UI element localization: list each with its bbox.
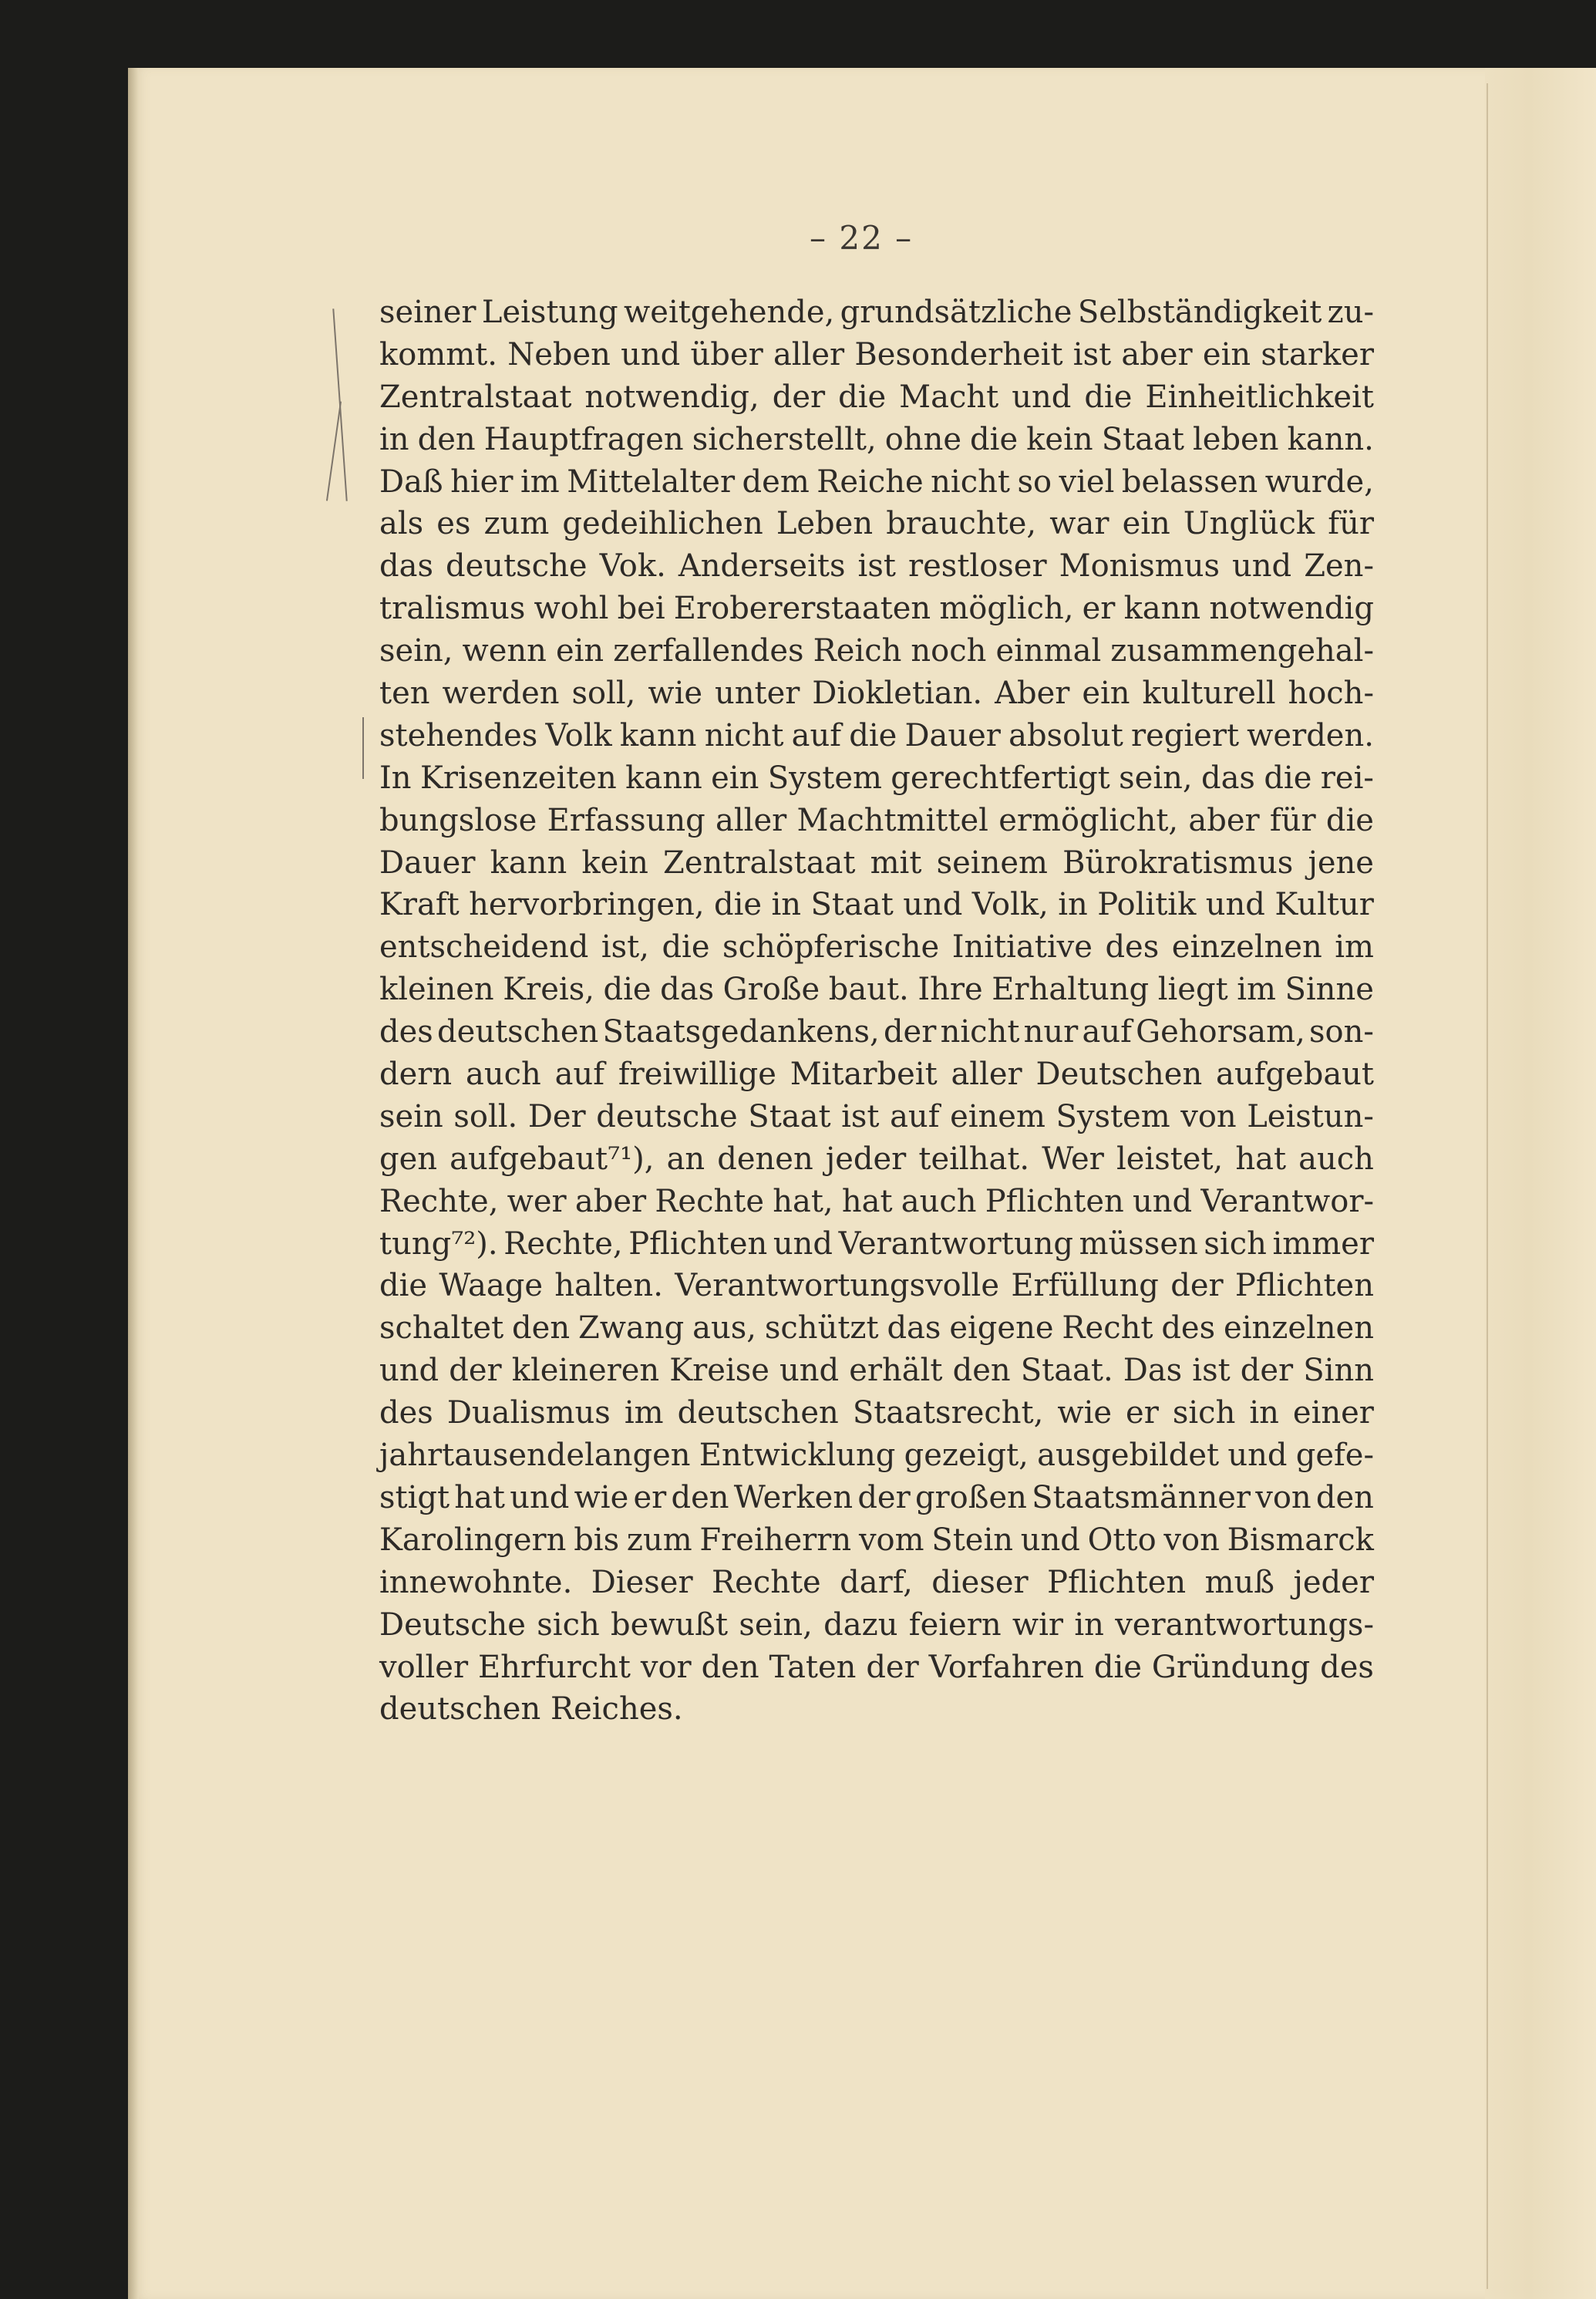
- text-line: Zentralstaat notwendig, der die Macht und die Einheitlichkeit: [379, 379, 1374, 415]
- text-line: Daß hier im Mittelalter dem Reiche nicht so viel belassen wurde,: [379, 464, 1374, 500]
- text-line: entscheidend ist, die schöpferische Initiative des einzelnen im: [379, 929, 1374, 966]
- text-line: tung⁷²). Rechte, Pflichten und Verantwortung müssen sich immer: [379, 1225, 1374, 1262]
- text-line: deutschen Reiches.: [379, 1691, 683, 1728]
- text-line: schaltet den Zwang aus, schützt das eigene Recht des einzelnen: [379, 1310, 1374, 1347]
- text-line: dern auch auf freiwillige Mitarbeit aller Deutschen aufgebaut: [379, 1057, 1374, 1093]
- text-line: sein, wenn ein zerfallendes Reich noch einmal zusammengehal-: [379, 633, 1374, 669]
- text-line: In Krisenzeiten kann ein System gerechtfertigt sein, das die rei-: [379, 760, 1374, 796]
- text-line: und der kleineren Kreise und erhält den Staat. Das ist der Sinn: [379, 1353, 1374, 1389]
- body-text: [379, 295, 1374, 1734]
- text-line: innewohnte. Dieser Rechte darf, dieser Pflichten muß jeder: [379, 1564, 1374, 1600]
- text-line: die Waage halten. Verantwortungsvolle Erfüllung der Pflichten: [379, 1268, 1374, 1304]
- gutter-fold-line: [1487, 83, 1488, 2289]
- text-line: jahrtausendelangen Entwicklung gezeigt, ausgebildet und gefe-: [379, 1438, 1374, 1474]
- text-line: in den Hauptfragen sicherstellt, ohne die kein Staat leben kann.: [379, 421, 1374, 457]
- text-line: als es zum gedeihlichen Leben brauchte, war ein Unglück für: [379, 506, 1374, 542]
- text-line: bungslose Erfassung aller Machtmittel ermöglicht, aber für die: [379, 802, 1374, 838]
- text-line: sein soll. Der deutsche Staat ist auf einem System von Leistun-: [379, 1098, 1374, 1134]
- text-line: Kraft hervorbringen, die in Staat und Volk, in Politik und Kultur: [379, 887, 1374, 923]
- text-line: Deutsche sich bewußt sein, dazu feiern wir in verantwortungs-: [379, 1606, 1374, 1643]
- text-line: das deutsche Vok. Anderseits ist restloser Monismus und Zen-: [379, 548, 1374, 585]
- text-line: voller Ehrfurcht vor den Taten der Vorfahren die Gründung des: [379, 1649, 1374, 1685]
- text-line: stehendes Volk kann nicht auf die Dauer absolut regiert werden.: [379, 717, 1374, 753]
- margin-pencil-mark-3: [362, 717, 364, 779]
- text-line: des Dualismus im deutschen Staatsrecht, wie er sich in einer: [379, 1395, 1374, 1431]
- text-line: des deutschen Staatsgedankens, der nicht nur auf Gehorsam, son-: [379, 1014, 1374, 1050]
- page-number: – 22 –: [810, 219, 914, 257]
- page-edge-shadow: [128, 68, 139, 2299]
- text-line: seiner Leistung weitgehende, grundsätzliche Selbständigkeit zu-: [379, 295, 1374, 330]
- text-line: tralismus wohl bei Erobererstaaten möglich, er kann notwendig: [379, 591, 1374, 627]
- page-gutter: [1485, 68, 1596, 2299]
- text-line: kommt. Neben und über aller Besonderheit ist aber ein starker: [379, 336, 1374, 372]
- text-line: Rechte, wer aber Rechte hat, hat auch Pflichten und Verantwor-: [379, 1183, 1374, 1219]
- text-line: kleinen Kreis, die das Große baut. Ihre Erhaltung liegt im Sinne: [379, 972, 1374, 1008]
- text-line: stigt hat und wie er den Werken der großen Staatsmänner von den: [379, 1479, 1374, 1515]
- text-line: Dauer kann kein Zentralstaat mit seinem Bürokratismus jene: [379, 844, 1374, 881]
- text-line: Karolingern bis zum Freiherrn vom Stein und Otto von Bismarck: [379, 1522, 1374, 1558]
- text-line: ten werden soll, wie unter Diokletian. Aber ein kulturell hoch-: [379, 676, 1374, 712]
- text-line: gen aufgebaut⁷¹), an denen jeder teilhat. Wer leistet, hat auch: [379, 1141, 1374, 1177]
